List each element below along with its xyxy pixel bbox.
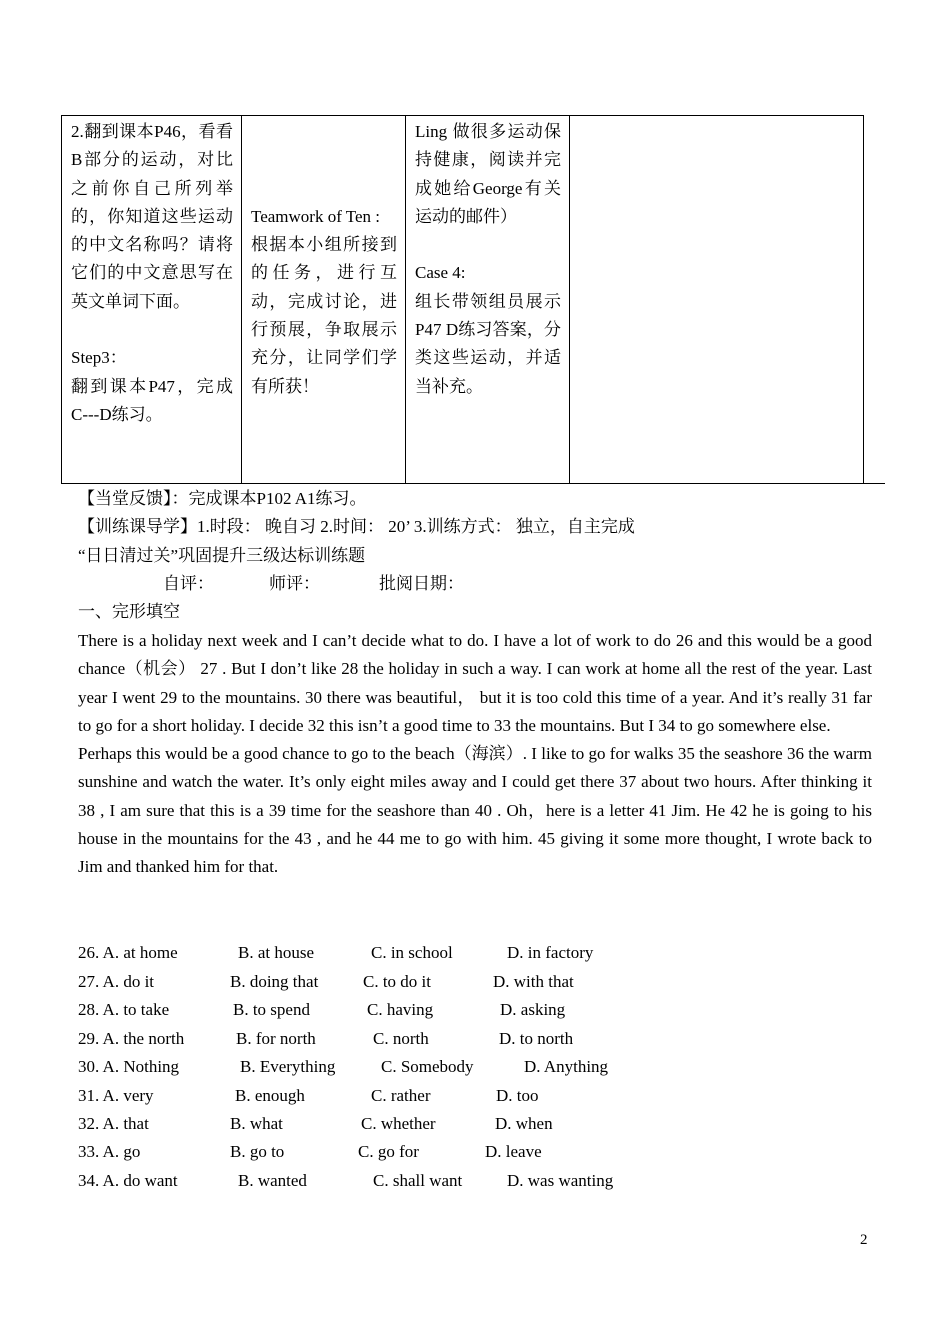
- option-d: D. was wanting: [507, 1171, 614, 1190]
- option-d: D. with that: [493, 972, 574, 991]
- step3-instruction: 翻到课本P47，完成C---D练习。: [71, 376, 233, 424]
- option-c: C. shall want: [373, 1171, 463, 1190]
- option-a: 29. A. the north: [78, 1029, 185, 1048]
- option-b: B. doing that: [230, 972, 319, 991]
- option-a: 30. A. Nothing: [78, 1057, 180, 1076]
- option-a: 32. A. that: [78, 1114, 149, 1133]
- question-row: [0, 996, 950, 1024]
- option-c: C. to do it: [363, 972, 432, 991]
- option-d: D. asking: [500, 1000, 566, 1019]
- option-b: B. at house: [238, 943, 315, 962]
- teamwork-description: 根据本小组所接到的任务，进行互动，完成讨论，进行预展，争取展示充分，让同学们学有所获！: [251, 235, 397, 396]
- option-a: 28. A. to take: [78, 1000, 170, 1019]
- daily-title: “日日清过关”巩固提升三级达标训练题: [78, 546, 366, 565]
- option-d: D. Anything: [524, 1057, 609, 1076]
- question-row: [0, 1082, 950, 1110]
- option-d: D. when: [495, 1114, 553, 1133]
- table-cell-teamwork: [251, 118, 397, 401]
- table-top-border: [61, 115, 863, 116]
- option-d: D. to north: [499, 1029, 574, 1048]
- option-b: B. wanted: [238, 1171, 307, 1190]
- question-row: [0, 968, 950, 996]
- option-c: C. go for: [358, 1142, 419, 1161]
- teacher-evaluation-label: 师评：: [269, 574, 320, 593]
- option-d: D. too: [496, 1086, 539, 1105]
- option-a: 27. A. do it: [78, 972, 155, 991]
- option-d: D. in factory: [507, 943, 594, 962]
- case3-description: Ling 做很多运动保持健康，阅读并完成她给George有关运动的邮件）: [415, 122, 561, 226]
- option-c: C. north: [373, 1029, 429, 1048]
- teamwork-heading: Teamwork of Ten :: [251, 206, 381, 226]
- step-instruction-2: 2.翻到课本P46，看看B部分的运动，对比之前你自己所列举的，你知道这些运动的中文名称吗？请将它们的中文意思写在英文单词下面。: [71, 122, 233, 311]
- case4-description: 组长带领组员展示P47 D练习答案，分类这些运动，并适当补充。: [415, 291, 561, 396]
- table-border-col4: [569, 115, 570, 484]
- option-b: B. Everything: [240, 1057, 336, 1076]
- option-a: 31. A. very: [78, 1086, 154, 1105]
- option-b: B. for north: [236, 1029, 316, 1048]
- table-border-left: [61, 115, 62, 484]
- option-b: B. to spend: [233, 1000, 310, 1019]
- case4-label: Case 4:: [415, 263, 466, 283]
- option-b: B. what: [230, 1114, 283, 1133]
- table-cell-cases: [415, 118, 561, 401]
- section-title: 一、完形填空: [78, 602, 180, 621]
- question-row: [0, 1167, 950, 1195]
- option-b: B. go to: [230, 1142, 285, 1161]
- step3-label: Step3：: [71, 348, 127, 368]
- feedback-line: 【当堂反馈】：完成课本P102 A1练习。: [78, 489, 367, 508]
- option-d: D. leave: [485, 1142, 542, 1161]
- table-border-col3: [405, 115, 406, 484]
- table-bottom-border: [61, 483, 885, 484]
- cloze-passage: [78, 627, 872, 882]
- table-border-right: [863, 115, 864, 484]
- option-c: C. rather: [371, 1086, 431, 1105]
- passage-paragraph: There is a holiday next week and I can’t decide what to do. I have a lot of work to do 26 and this would be a good chance（机会） 27 . But I don’t like 28 the holiday in such a way. I can work at home all the rest of the year. Last year I went 29 to the mountains. 30 there was beautiful， but it is too cold this time of a year. And it’s really 31 far to go for a short holiday. I decide 32 this isn’t a good time to 33 the mountains. But I 34 to go somewhere else.: [78, 631, 872, 735]
- question-row: [0, 1053, 950, 1081]
- option-a: 34. A. do want: [78, 1171, 178, 1190]
- question-row: [0, 1110, 950, 1138]
- review-date-label: 批阅日期：: [379, 574, 464, 593]
- option-c: C. in school: [371, 943, 453, 962]
- question-row: [0, 939, 950, 967]
- option-c: C. having: [367, 1000, 434, 1019]
- lesson-plan-table: [61, 115, 885, 484]
- option-c: C. Somebody: [381, 1057, 474, 1076]
- table-border-col2: [241, 115, 242, 484]
- question-row: [0, 1138, 950, 1166]
- passage-paragraph: Perhaps this would be a good chance to go to the beach（海滨）. I like to go for walks 35 the seashore 36 the warm sunshine and watch the water. It’s only eight miles away and I could get there 37 about two hours. After thinking it 38 , I am sure that this is a 39 time for the seashore than 40 . Oh，here is a letter 41 Jim. He 42 he is going to his house in the mountains for the 43 , and he 44 me to go with him. 45 giving it some more thought, I wrote back to Jim and thanked him for that.: [78, 744, 872, 877]
- training-line: 【训练课导学】1.时段： 晚自习 2.时间： 20’ 3.训练方式： 独立，自主完成: [78, 517, 635, 536]
- self-evaluation-label: 自评：: [163, 574, 214, 593]
- table-cell-steps: [71, 118, 233, 429]
- option-a: 33. A. go: [78, 1142, 141, 1161]
- option-c: C. whether: [361, 1114, 436, 1133]
- option-b: B. enough: [235, 1086, 305, 1105]
- option-a: 26. A. at home: [78, 943, 178, 962]
- question-row: [0, 1025, 950, 1053]
- page-number: 2: [860, 1232, 868, 1248]
